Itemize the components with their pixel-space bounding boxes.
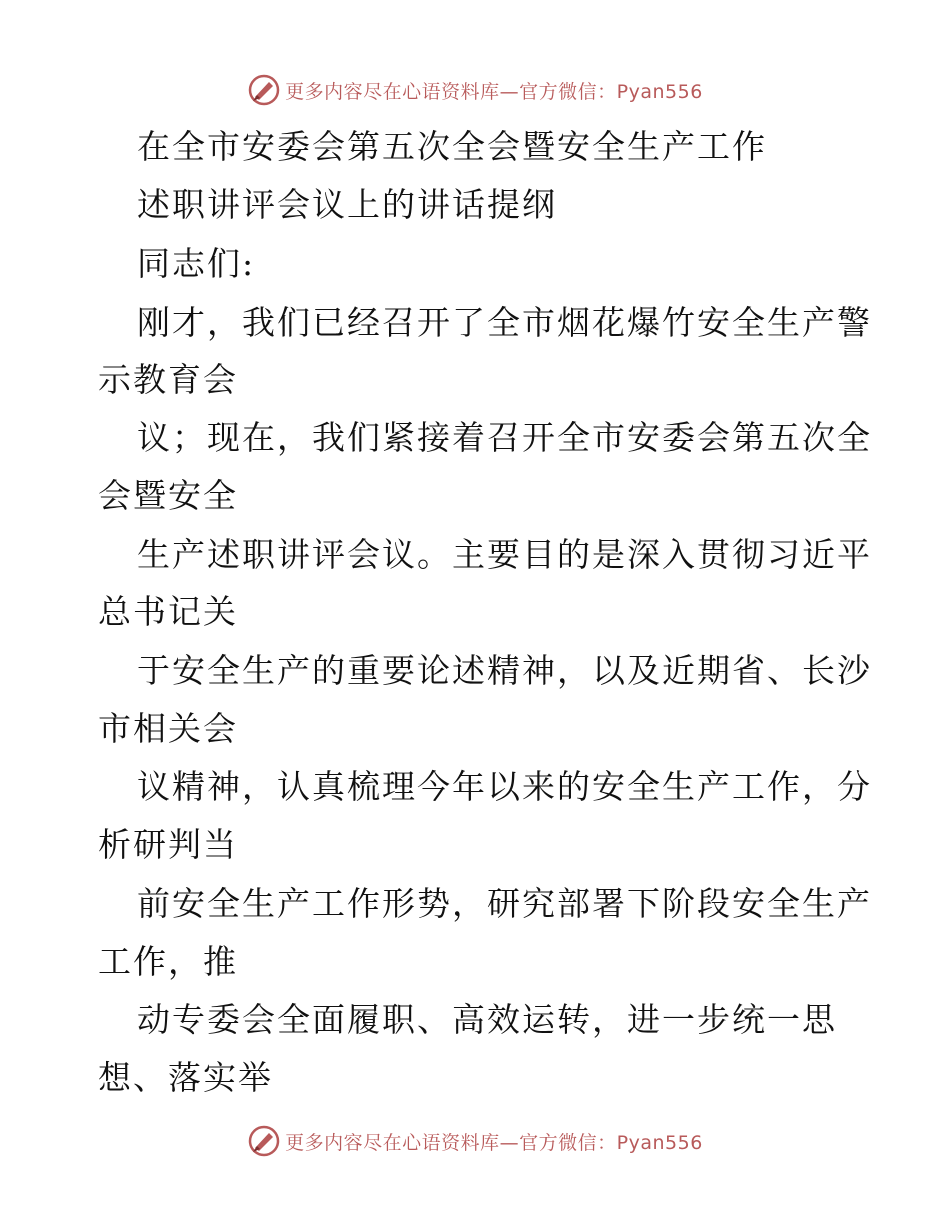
paragraph-line: 动专委会全面履职、高效运转，进一步统一思: [137, 1000, 837, 1039]
paragraph-line: 前安全生产工作形势，研究部署下阶段安全生产: [137, 884, 872, 923]
watermark-text: 更多内容尽在心语资料库—官方微信：Pyan556: [285, 80, 703, 103]
paragraph-line: 示教育会: [98, 360, 238, 399]
paragraph-line: 总书记关: [98, 592, 238, 631]
paragraph-line: 工作，推: [98, 942, 238, 981]
watermark-text: 更多内容尽在心语资料库—官方微信：Pyan556: [285, 1131, 703, 1154]
paragraph-line: 生产述职讲评会议。主要目的是深入贯彻习近平: [137, 535, 872, 574]
watermark-header: [0, 70, 950, 110]
paragraph-line: 于安全生产的重要论述精神，以及近期省、长沙: [137, 651, 872, 690]
document-title-line-2: 述职讲评会议上的讲话提纲: [137, 185, 557, 224]
paragraph-line: 会暨安全: [98, 476, 238, 515]
paragraph-line: 刚才，我们已经召开了全市烟花爆竹安全生产警: [137, 303, 872, 342]
paragraph-line: 析研判当: [98, 825, 238, 864]
document-title-line-1: 在全市安委会第五次全会暨安全生产工作: [137, 127, 767, 166]
salutation: 同志们:: [137, 244, 256, 283]
paragraph-line: 市相关会: [98, 709, 238, 748]
watermark-footer: [0, 1121, 950, 1161]
pen-nib-logo-icon: [247, 1124, 281, 1158]
paragraph-line: 议精神，认真梳理今年以来的安全生产工作，分: [137, 767, 872, 806]
paragraph-line: 想、落实举: [98, 1058, 273, 1097]
pen-nib-logo-icon: [247, 73, 281, 107]
paragraph-line: 议；现在，我们紧接着召开全市安委会第五次全: [137, 418, 872, 457]
